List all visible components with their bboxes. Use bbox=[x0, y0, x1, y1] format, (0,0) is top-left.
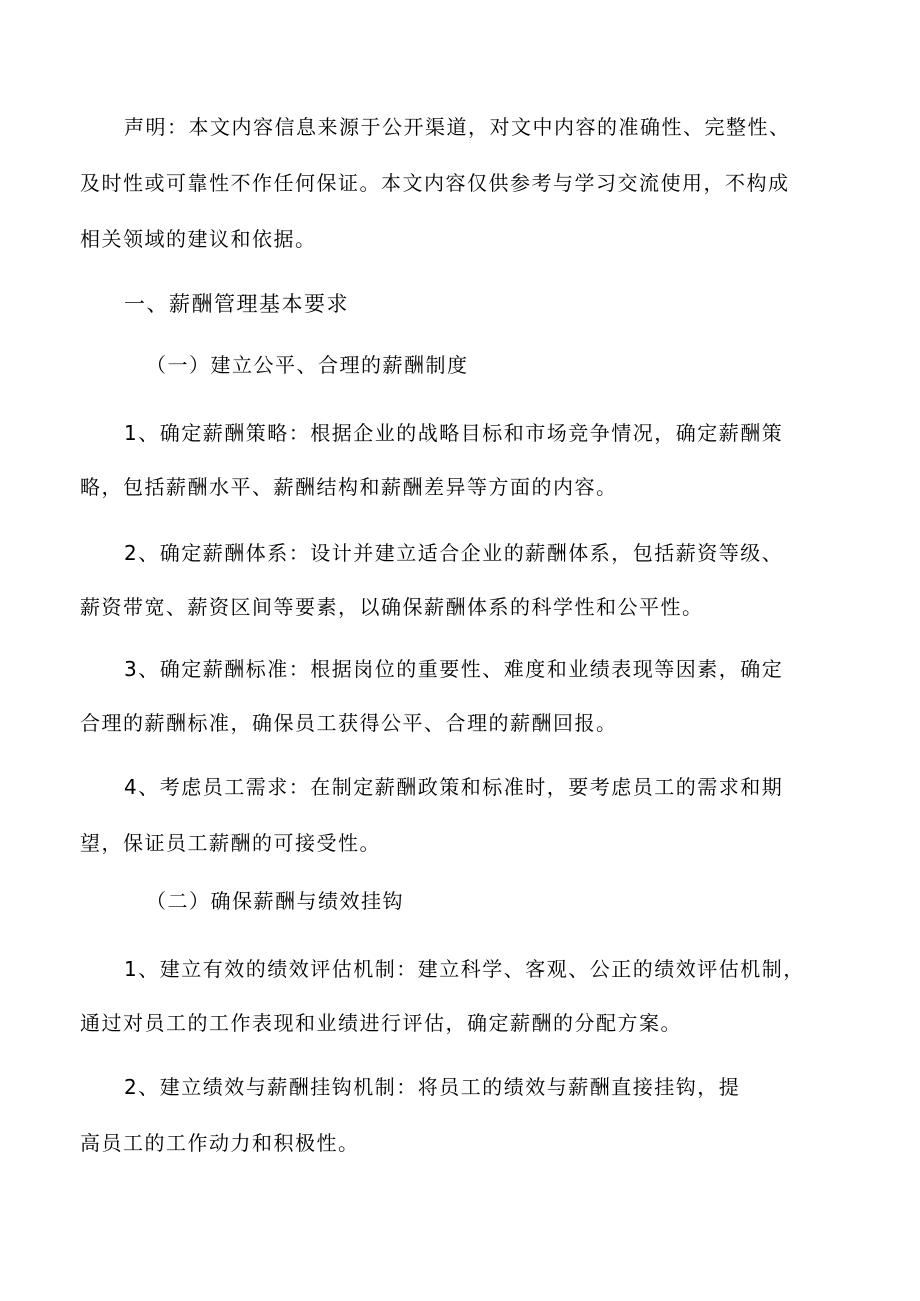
paragraph-2-line-2: 薪资带宽、薪资区间等要素，以确保薪酬体系的科学性和公平性。 bbox=[80, 595, 704, 619]
paragraph-1-line-1: 1、确定薪酬策略：根据企业的战略目标和市场竞争情况，确定薪酬策 bbox=[124, 421, 784, 445]
paragraph-2-line-1: 2、确定薪酬体系：设计并建立适合企业的薪酬体系，包括薪资等级、 bbox=[124, 541, 784, 565]
paragraph-4-line-1: 4、考虑员工需求：在制定薪酬政策和标准时，要考虑员工的需求和期 bbox=[124, 775, 784, 799]
disclaimer-line-2: 及时性或可靠性不作任何保证。本文内容仅供参考与学习交流使用，不构成 bbox=[80, 171, 790, 195]
paragraph-5-line-2: 通过对员工的工作表现和业绩进行评估，确定薪酬的分配方案。 bbox=[80, 1011, 682, 1035]
disclaimer-line-3: 相关领域的建议和依据。 bbox=[80, 227, 317, 251]
paragraph-6-line-1: 2、建立绩效与薪酬挂钩机制：将员工的绩效与薪酬直接挂钩，提 bbox=[124, 1075, 741, 1099]
paragraph-3-line-1: 3、确定薪酬标准：根据岗位的重要性、难度和业绩表现等因素，确定 bbox=[124, 657, 784, 681]
paragraph-5-line-1: 1、建立有效的绩效评估机制：建立科学、客观、公正的绩效评估机制， bbox=[124, 957, 805, 981]
disclaimer-line-1: 声明：本文内容信息来源于公开渠道，对文中内容的准确性、完整性、 bbox=[124, 115, 791, 139]
subsection-heading-1: （一）建立公平、合理的薪酬制度 bbox=[146, 353, 469, 377]
paragraph-1-line-2: 略，包括薪酬水平、薪酬结构和薪酬差异等方面的内容。 bbox=[80, 475, 618, 499]
paragraph-6-line-2: 高员工的工作动力和积极性。 bbox=[80, 1131, 360, 1155]
section-heading: 一、薪酬管理基本要求 bbox=[124, 292, 349, 316]
subsection-heading-2: （二）确保薪酬与绩效挂钩 bbox=[146, 889, 404, 913]
paragraph-3-line-2: 合理的薪酬标准，确保员工获得公平、合理的薪酬回报。 bbox=[80, 711, 618, 735]
paragraph-4-line-2: 望，保证员工薪酬的可接受性。 bbox=[80, 831, 381, 855]
